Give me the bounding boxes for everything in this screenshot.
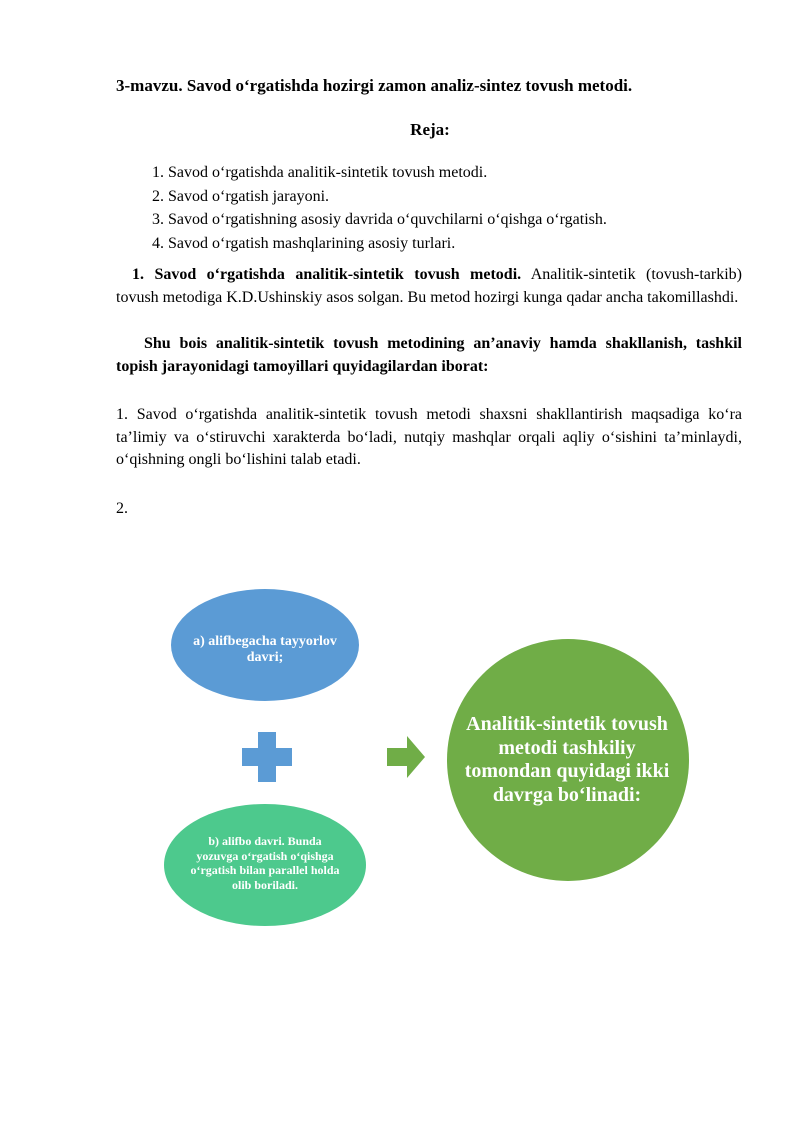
arrow-right-icon bbox=[387, 736, 425, 778]
principle-1: 1. Savod o‘rgatishda analitik-sintetik tovush metodi shaxsni shakllantirish maqsadiga ko‘ra ta’limiy va o‘stiruvchi xarakterda bo‘ladi, nutqiy mashqlar orqali aqliy o‘sishini ta’minlaydi, o‘qishning ongli bo‘lishini talab etadi. bbox=[116, 406, 742, 468]
plan-item: 4. Savod o‘rgatish mashqlarining asosiy turlari. bbox=[152, 234, 456, 252]
circle-b-label: b) alifbo davri. Bunda yozuvga o‘rgatish o‘qishga o‘rgatish bilan parallel holda olib boriladi. bbox=[190, 834, 340, 892]
section1-text: Analitik-sintetik (tovush-tarkib) tovush metodiga K.D.Ushinskiy asos solgan. Bu metod hozirgi kunga qadar ancha takomillashdi. bbox=[116, 266, 743, 306]
principle-2: 2. bbox=[116, 500, 128, 517]
plan-item: 2. Savod o‘rgatish jarayoni. bbox=[152, 187, 330, 205]
plan-item: 3. Savod o‘rgatishning asosiy davrida o‘quvchilarni o‘qishga o‘rgatish. bbox=[152, 211, 607, 228]
section1-heading: 1. Savod o‘rgatishda analitik-sintetik tovush metodi. bbox=[132, 266, 522, 283]
plan-item: 1. Savod o‘rgatishda analitik-sintetik tovush metodi. bbox=[152, 164, 488, 181]
circle-main-label: Analitik-sintetik tovush metodi tashkiliy tomondan quyidagi ikki davrga bo‘linadi: bbox=[464, 713, 670, 806]
plus-icon bbox=[242, 732, 292, 782]
circle-a-label: a) alifbegacha tayyorlov davri; bbox=[193, 634, 337, 665]
page-title: 3-mavzu. Savod o‘rgatishda hozirgi zamon analiz-sintez tovush metodi. bbox=[116, 76, 633, 95]
principles-heading: Shu bois analitik-sintetik tovush metodining an’anaviy hamda shakllanish, tashkil topish jarayonidagi tamoyillari quyidagilardan iborat: bbox=[116, 335, 742, 375]
plan-heading: Reja: bbox=[410, 120, 450, 139]
